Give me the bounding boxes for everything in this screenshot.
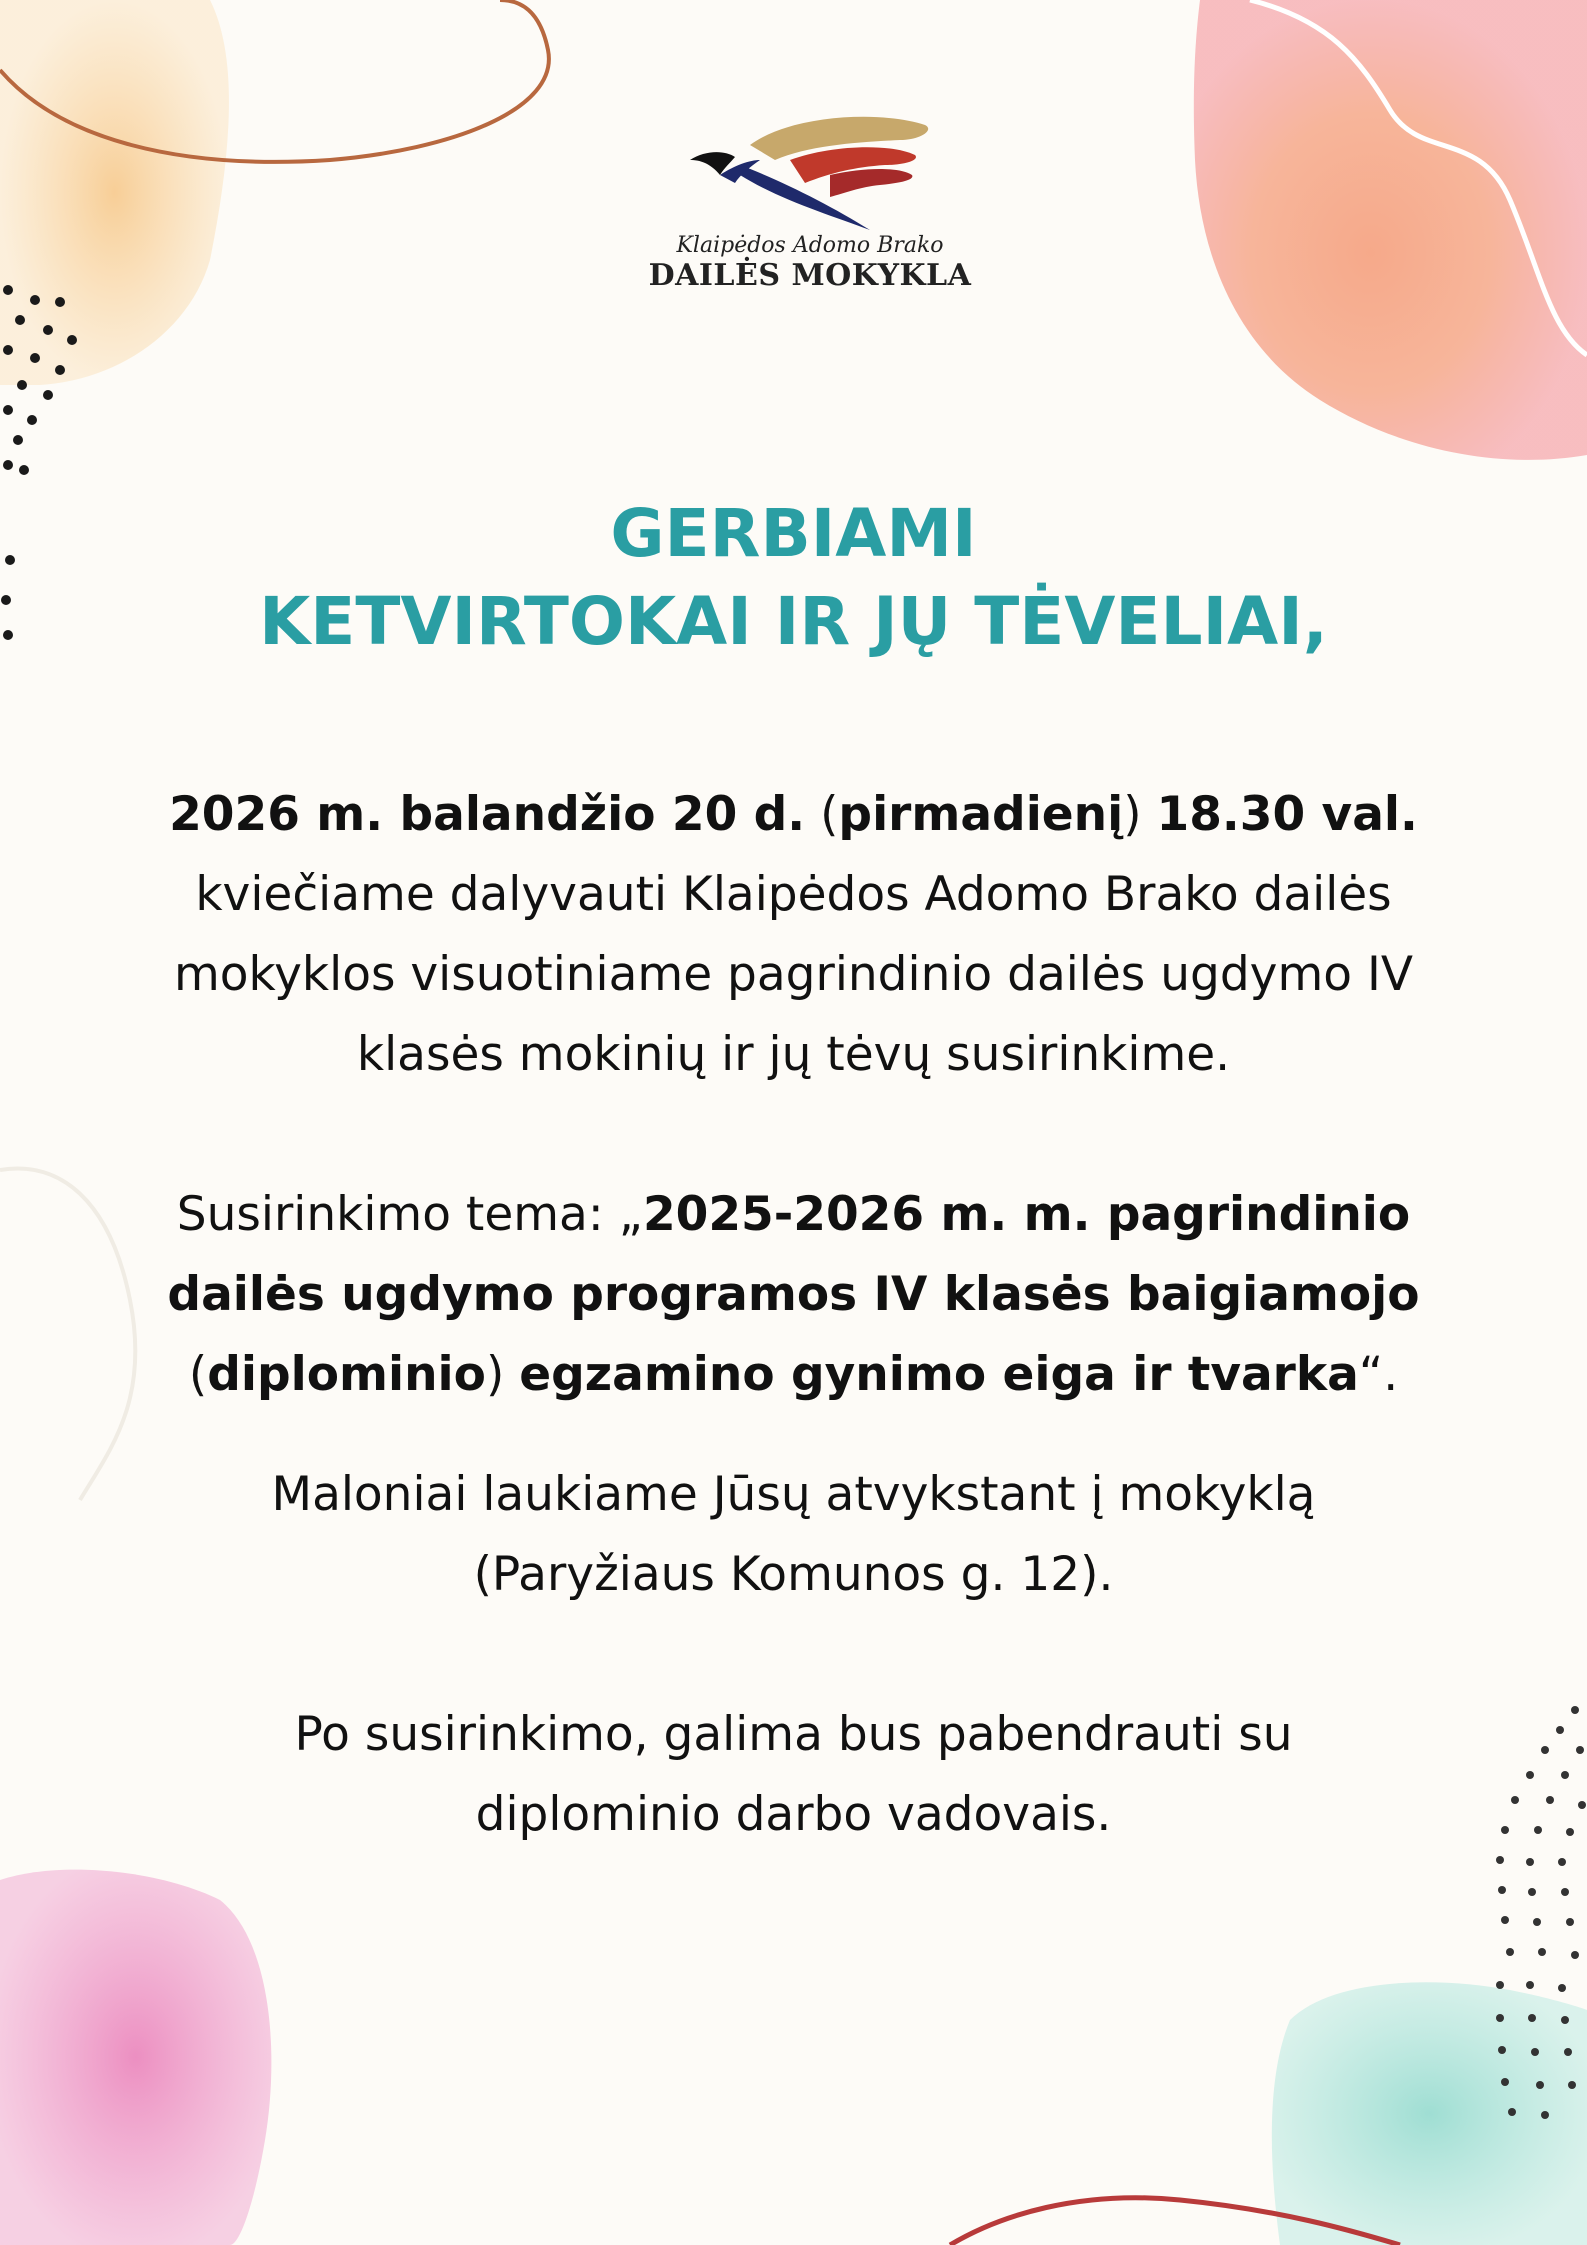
after-line-1: Po susirinkimo, galima bus pabendrauti su [294, 1707, 1293, 1762]
invitation-line-4: klasės mokinių ir jų tėvų susirinkime. [356, 1027, 1231, 1082]
topic-bold-2: dailės ugdymo programos IV klasės baigiamojo [167, 1267, 1420, 1322]
paren-close: ) [1123, 787, 1157, 842]
teal-watercolor-blob [1272, 1982, 1587, 2245]
meeting-weekday: pirmadienį [838, 787, 1124, 842]
heading-line-2: KETVIRTOKAI IR JŲ TĖVELIAI, [259, 583, 1328, 660]
topic-line-3 [50, 1335, 1537, 1415]
invitation-line-2: kviečiame dalyvauti Klaipėdos Adomo Brako dailės [195, 867, 1392, 922]
invitation-line-3: mokyklos visuotiniame pagrindinio dailės ugdymo IV [174, 947, 1413, 1002]
topic-paren-open: ( [188, 1347, 208, 1402]
after-meeting-paragraph [50, 1695, 1537, 1855]
topic-bold-4: egzamino gynimo eiga ir tvarka [519, 1347, 1359, 1402]
pink-watercolor-blob [0, 1870, 271, 2245]
peach-watercolor-blob [1194, 0, 1587, 460]
logo-name-line: DAILĖS MOKYKLA [648, 258, 972, 293]
orange-watercolor-blob [0, 0, 229, 385]
meeting-time: 18.30 val. [1156, 787, 1418, 842]
topic-suffix: “. [1358, 1347, 1399, 1402]
topic-line-1 [50, 1175, 1537, 1255]
brush-stroke-logo-icon [680, 105, 940, 235]
topic-prefix: Susirinkimo tema: „ [176, 1187, 643, 1242]
heading-line-1: GERBIAMI [610, 495, 977, 572]
welcome-paragraph [50, 1455, 1537, 1615]
topic-paren-close: ) [485, 1347, 520, 1402]
invitation-paragraph [50, 775, 1537, 1095]
meeting-date: 2026 m. balandžio 20 d. [169, 787, 806, 842]
after-line-2: diplominio darbo vadovais. [475, 1787, 1112, 1842]
invitation-line-1 [50, 775, 1537, 855]
paren-open: ( [805, 787, 839, 842]
welcome-line-2: (Paryžiaus Komunos g. 12). [473, 1547, 1114, 1602]
topic-paragraph [50, 1175, 1537, 1415]
school-logo [640, 105, 980, 320]
topic-bold-1: 2025-2026 m. m. pagrindinio [642, 1187, 1411, 1242]
topic-bold-3: diplominio [207, 1347, 486, 1402]
topic-line-2 [50, 1255, 1537, 1335]
welcome-line-1: Maloniai laukiame Jūsų atvykstant į mokyklą [271, 1467, 1316, 1522]
greeting-heading [0, 490, 1587, 666]
logo-school-line: Klaipėdos Adomo Brako [676, 233, 944, 258]
